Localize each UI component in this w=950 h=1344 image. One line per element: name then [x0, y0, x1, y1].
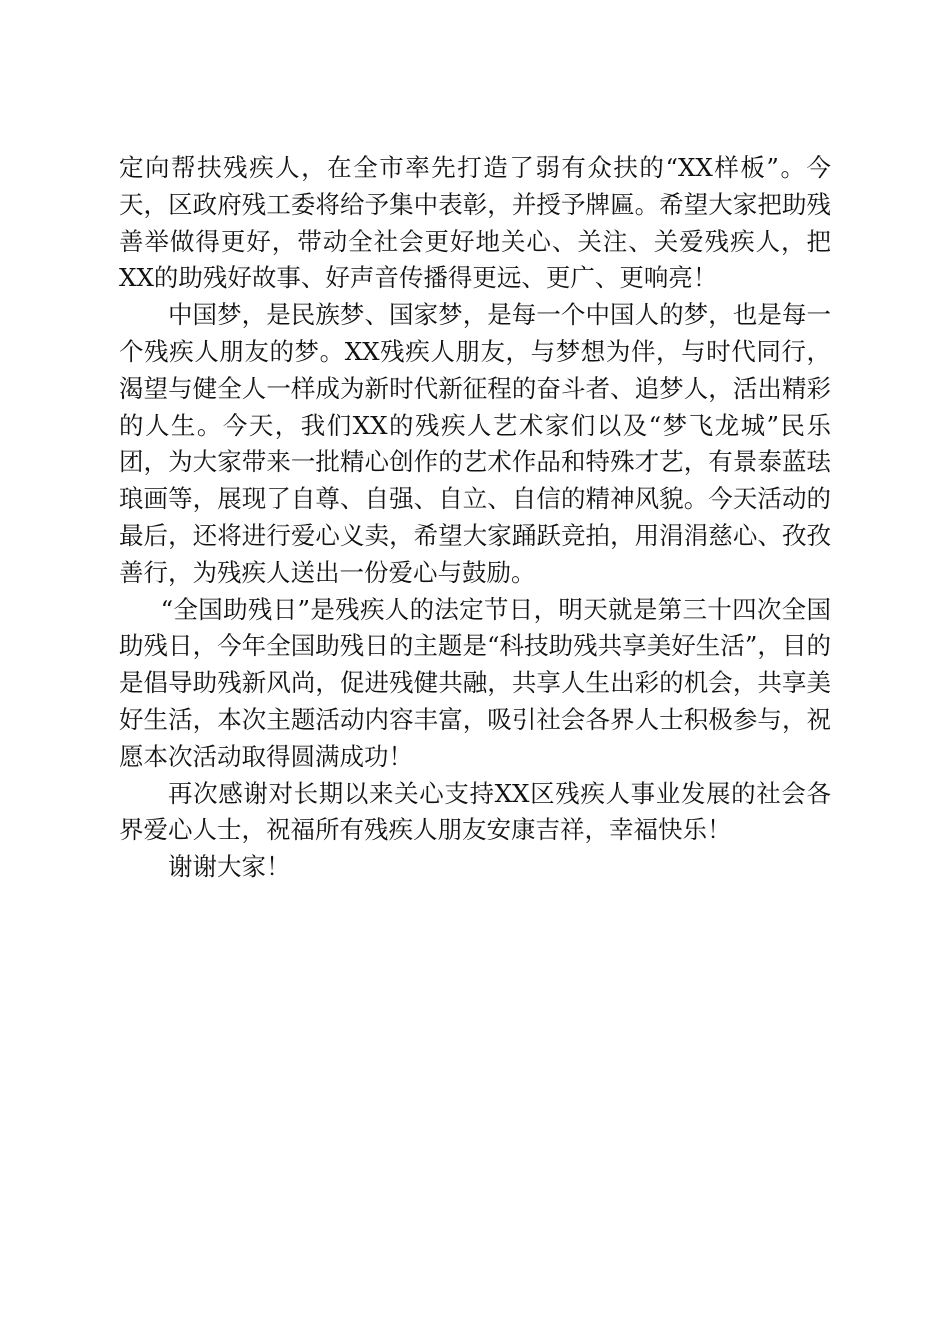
paragraph-continuation: 定向帮扶残疾人，在全市率先打造了弱有众扶的“XX样板”。今天，区政府残工委将给予集中表彰，并授予牌匾。希望大家把助残善举做得更好，带动全社会更好地关心、关注、关爱残疾人，把XX的助残好故事、好声音传播得更远、更广、更响亮！ [119, 153, 831, 293]
document-body [119, 150, 831, 886]
paragraph-chinese-dream: 中国梦，是民族梦、国家梦，是每一个中国人的梦，也是每一个残疾人朋友的梦。XX残疾人朋友，与梦想为伴，与时代同行，渴望与健全人一样成为新时代新征程的奋斗者、追梦人，活出精彩的人生。今天，我们XX的残疾人艺术家们以及“梦飞龙城”民乐团，为大家带来一批精心创作的艺术作品和特殊才艺，有景泰蓝珐琅画等，展现了自尊、自强、自立、自信的精神风貌。今天活动的最后，还将进行爱心义卖，希望大家踊跃竞拍，用涓涓慈心、孜孜善行，为残疾人送出一份爱心与鼓励。 [119, 300, 831, 587]
paragraph-thanks: 再次感谢对长期以来关心支持XX区残疾人事业发展的社会各界爱心人士，祝福所有残疾人朋友安康吉祥，幸福快乐！ [119, 778, 831, 845]
paragraph-disability-day: “全国助残日”是残疾人的法定节日，明天就是第三十四次全国助残日，今年全国助残日的主题是“科技助残共享美好生活”，目的是倡导助残新风尚，促进残健共融，共享人生出彩的机会，共享美好生活，本次主题活动内容丰富，吸引社会各界人士积极参与，祝愿本次活动取得圆满成功！ [119, 594, 831, 771]
paragraph-closing: 谢谢大家！ [168, 852, 291, 882]
